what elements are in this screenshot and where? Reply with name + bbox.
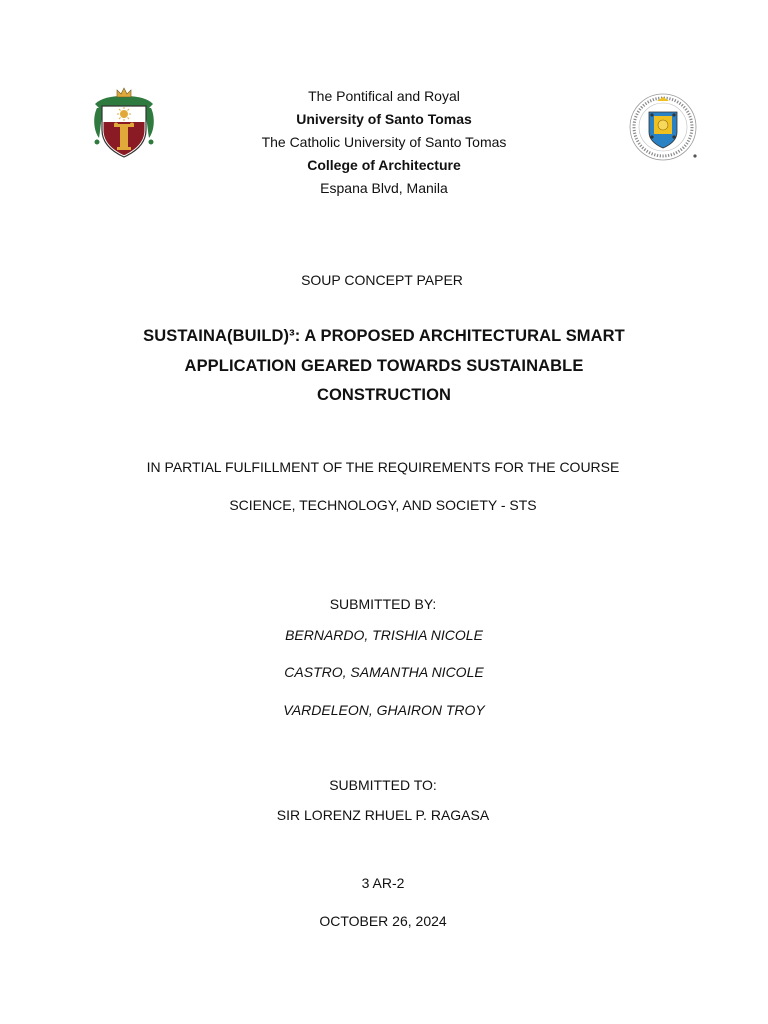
author-name: BERNARDO, TRISHIA NICOLE	[285, 627, 483, 643]
university-address: Espana Blvd, Manila	[320, 180, 448, 196]
university-subtitle: The Catholic University of Santo Tomas	[261, 134, 507, 150]
university-name: University of Santo Tomas	[296, 111, 472, 127]
institution-line-1: The Pontifical and Royal	[308, 88, 460, 104]
submission-date: OCTOBER 26, 2024	[319, 913, 447, 929]
instructor-name: SIR LORENZ RHUEL P. RAGASA	[276, 807, 490, 823]
section-label: 3 AR-2	[361, 875, 405, 891]
author-name: VARDELEON, GHAIRON TROY	[283, 702, 485, 718]
fulfillment-statement: IN PARTIAL FULFILLMENT OF THE REQUIREMENTS FOR THE COURSE	[146, 459, 620, 475]
author-name: CASTRO, SAMANTHA NICOLE	[284, 664, 484, 680]
document-type: SOUP CONCEPT PAPER	[301, 272, 463, 288]
submitted-by-label: SUBMITTED BY:	[329, 596, 437, 612]
submitted-to-label: SUBMITTED TO:	[329, 777, 437, 793]
paper-title	[100, 322, 668, 411]
course-name: SCIENCE, TECHNOLOGY, AND SOCIETY - STS	[229, 497, 537, 513]
title-line-2: APPLICATION GEARED TOWARDS SUSTAINABLE	[184, 356, 584, 375]
title-line-1: SUSTAINA(BUILD)³: A PROPOSED ARCHITECTURAL SMART	[143, 327, 625, 345]
college-name: College of Architecture	[307, 157, 461, 173]
title-line-3: CONSTRUCTION	[316, 386, 452, 404]
